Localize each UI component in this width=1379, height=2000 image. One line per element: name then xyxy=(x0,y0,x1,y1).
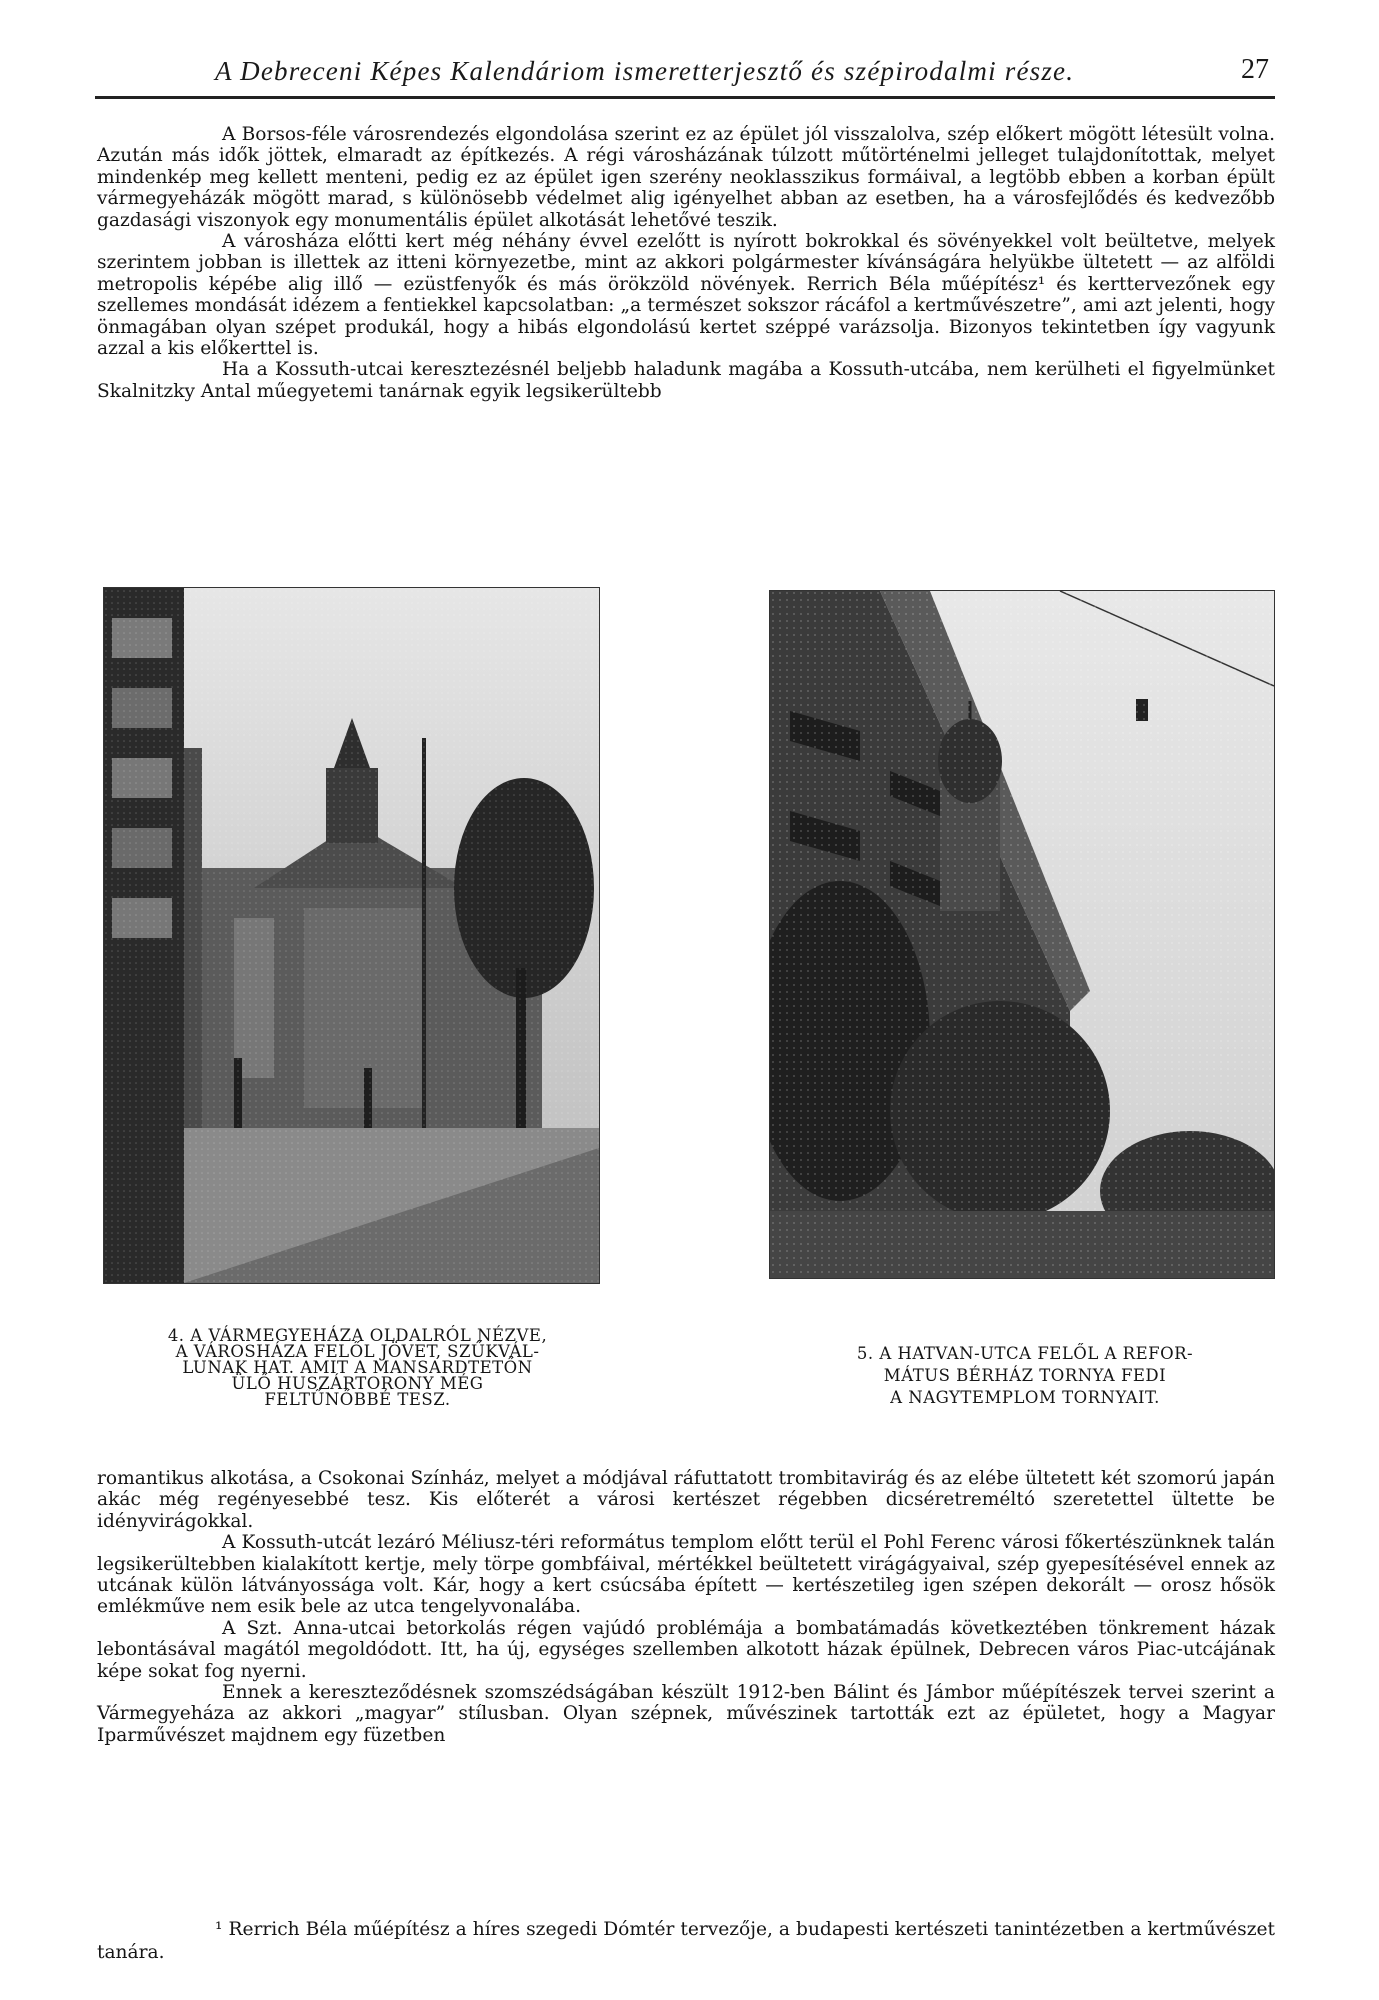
paragraph: A Szt. Anna-utcai betorkolás régen vajúdó problémája a bombatámadás következtében tönkrement házak lebontásával magától megoldódott. Itt, ha új, egységes szellemben alkotott házak épülnek, Debrecen város Piac-utcájának képe sokat fog nyerni. xyxy=(97,1617,1275,1682)
caption-line: 5. A HATVAN-UTCA FELŐL A REFOR- xyxy=(856,1344,1194,1363)
caption-line: A VÁROSHÁZA FELŐL JÖVET, SZŰKVÁL- xyxy=(175,1342,540,1361)
photo-hatvan-utca-image xyxy=(770,591,1274,1278)
caption-line: 4. A VÁRMEGYEHÁZA OLDALRÓL NÉZVE, xyxy=(167,1326,548,1345)
paragraph: romantikus alkotása, a Csokonai Színház, melyet a módjával ráfuttatott trombitavirág és az elébe ültetett két szomorú japán akác még regényesebbé tesz. Kis előterét a városi kertészet régebben dicséretreméltó szeretettel ültette be idényvirágokkal. xyxy=(97,1468,1275,1532)
header-rule xyxy=(95,96,1275,99)
caption-line: MÁTUS BÉRHÁZ TORNYA FEDI xyxy=(883,1366,1167,1385)
footnote xyxy=(97,1918,1275,1964)
caption-line: FELTŰNŐBBÉ TESZ. xyxy=(264,1390,451,1409)
photo-hatvan-utca xyxy=(769,590,1275,1279)
caption-line: LUNAK HAT. AMIT A MANSARDTETŐN xyxy=(182,1358,533,1377)
running-header xyxy=(95,52,1275,92)
bottom-text-block xyxy=(97,1468,1275,1746)
page-number: 27 xyxy=(1241,54,1269,85)
figure-4-caption xyxy=(100,1328,615,1408)
footnote-text: ¹ Rerrich Béla műépítész a híres szegedi Dómtér tervezője, a budapesti kertészeti tanintézetben a kertművészet tanára. xyxy=(97,1919,1275,1963)
caption-line: ÜLŐ HUSZÁRTORONY MÉG xyxy=(231,1374,484,1393)
top-text-block xyxy=(97,124,1275,402)
header-title: A Debreceni Képes Kalendáriom ismeretterjesztő és szépirodalmi része. xyxy=(215,56,1075,86)
photo-vármegyeháza xyxy=(103,587,600,1284)
caption-line: A NAGYTEMPLOM TORNYAIT. xyxy=(890,1388,1160,1407)
figure-5-caption xyxy=(775,1343,1275,1409)
photo-vármegyeháza-image xyxy=(104,588,599,1283)
paragraph: A városháza előtti kert még néhány évvel ezelőtt is nyírott bokrokkal és sövényekkel volt beültetve, melyek szerintem jobban is illettek az itteni környezetbe, mint az akkori polgármester kívánságára helyükbe ültetett — az alföldi metropolis képébe alig illő — ezüstfenyők és más örökzöld növények. Rerrich Béla műépítész¹ és kerttervezőnek egy szellemes mondását idézem a fentiekkel kapcsolatban: „a természet sokszor rácáfol a kertművészetre”, ami azt jelenti, hogy önmagában olyan szépet produkál, hogy a hibás elgondolású kertet széppé varázsolja. Bizonyos tekintetben így vagyunk azzal a kis előkerttel is. xyxy=(97,231,1275,360)
paragraph: A Kossuth-utcát lezáró Méliusz-téri református templom előtt terül el Pohl Ferenc városi főkertészünknek talán legsikerültebben kialakított kertje, mely törpe gombfáival, mértékkel beültetett virágágyaival, szép gyepesítésével ennek az utcának külön látványossága volt. Kár, hogy a kert csúcsába épített — kertészetileg igen szépen dekorált — orosz hősök emlékműve nem esik bele az utca tengelyvonalába. xyxy=(97,1532,1275,1618)
paragraph: A Borsos-féle városrendezés elgondolása szerint ez az épület jól visszalolva, szép előkert mögött létesült volna. Azután más idők jöttek, elmaradt az építkezés. A régi városházának túlzott műtörténelmi jelleget tulajdonítottak, melyet mindenkép meg kellett menteni, pedig ez az épület igen szerény neoklasszikus formáival, a legtöbb ebben a korban épült vármegyeházák mögött marad, s különösebb védelmet alig igényelhet abban az esetben, ha a városfejlődés és kedvezőbb gazdasági viszonyok egy monumentális épület alkotását lehetővé teszik. xyxy=(97,124,1275,231)
paragraph: Ha a Kossuth-utcai keresztezésnél beljebb haladunk magába a Kossuth-utcába, nem kerülheti el figyelmünket Skalnitzky Antal műegyetemi tanárnak egyik legsikerültebb xyxy=(97,359,1275,402)
paragraph: Ennek a kereszteződésnek szomszédságában készült 1912-ben Bálint és Jámbor műépítészek tervei szerint a Vármegyeháza az akkori „magyar” stílusban. Olyan szépnek, művészinek tartották ezt az épületet, hogy a Magyar Iparművészet majdnem egy füzetben xyxy=(97,1682,1275,1746)
